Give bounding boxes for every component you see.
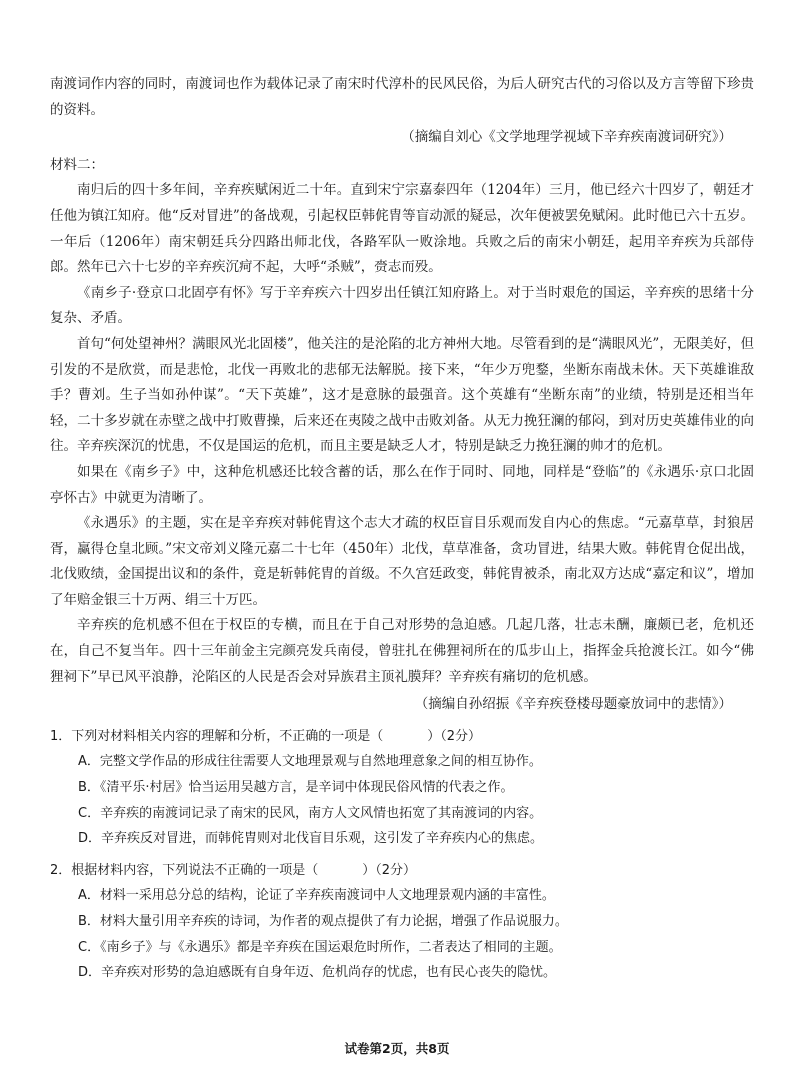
material1-source: （摘编自刘心《文学地理学视域下辛弃疾南渡词研究》） <box>401 129 732 146</box>
material2-paragraph: 辛弃疾的危机感不但在于权臣的专横，而且在于自己对形势的急迫感。几起几落，壮志未酬，廉颇已老，危机还在，自己不复当年。四十三年前金主完颜亮发兵南侵，曾驻扎在佛狸祠所在的瓜步山上，指挥金兵抢渡长江。如今“佛狸祠下”早已风平浪静，沦陷区的人民是否会对异族君主顶礼膜拜？辛弃疾有痛切的危机感。 <box>50 617 754 685</box>
option-c: C．辛弃疾的南渡词记录了南宋的民风，南方人文风情也拓宽了其南渡词的内容。 <box>78 805 543 821</box>
question-stem: 1．下列对材料相关内容的理解和分析，不正确的一项是（ ）（2分） <box>50 728 482 744</box>
material2-source: （摘编自孙绍振《辛弃疾登楼母题豪放词中的悲情》） <box>414 696 732 713</box>
option-a: A．完整文学作品的形成往往需要人文地理景观与自然地理意象之间的相互协作。 <box>78 754 542 770</box>
question-2 <box>50 858 754 986</box>
option-b: B．《清平乐·村居》恰当运用吴越方言，是辛词中体现民俗风情的代表之作。 <box>78 780 514 796</box>
material2-paragraph: 首句“何处望神州？满眼风光北固楼”，他关注的是沦陷的北方神州大地。尽管看到的是“满眼风光”，无限美好，但引发的不是欣赏，而是悲怆，北伐一再败北的悲郁无法解脱。接下来，“年少万兜鍪，坐断东南战未休。天下英雄谁敌手？曹刘。生子当如孙仲谋”。“天下英雄”，这才是意脉的最强音。这个英雄有“坐断东南”的业绩，特别是还相当年轻，二十多岁就在赤壁之战中打败曹操，后来还在夷陵之战中击败刘备。从无力挽狂澜的郁闷，到对历史英雄伟业的向往。辛弃疾深沉的忧患，不仅是国运的危机，而且主要是缺乏人才，特别是缺乏力挽狂澜的帅才的危机。 <box>50 335 754 455</box>
material2-paragraph: 《永遇乐》的主题，实在是辛弃疾对韩侂胄这个志大才疏的权臣盲目乐观而发自内心的焦虑。“元嘉草草，封狼居胥，赢得仓皇北顾。”宋文帝刘义隆元嘉二十七年（450年）北伐，草草准备，贪功冒进，结果大败。韩侂胄仓促出战，北伐败绩，金国提出议和的条件，竟是斩韩侂胄的首级。不久宫廷政变，韩侂胄被杀，南北双方达成“嘉定和议”，增加了年赔金银三十万两、绢三十万匹。 <box>50 515 754 608</box>
option-a: A．材料一采用总分总的结构，论证了辛弃疾南渡词中人文地理景观内涵的丰富性。 <box>78 888 555 904</box>
option-c: C．《南乡子》与《永遇乐》都是辛弃疾在国运艰危时所作，二者表达了相同的主题。 <box>78 939 562 955</box>
material2-label: 材料二： <box>50 156 104 173</box>
material2-paragraph: 如果在《南乡子》中，这种危机感还比较含蓄的话，那么在作于同时、同地，同样是“登临”的《永遇乐·京口北固亭怀古》中就更为清晰了。 <box>50 463 754 506</box>
option-d: D．辛弃疾对形势的急迫感既有自身年迈、危机尚存的忧虑，也有民心丧失的隐忧。 <box>78 965 557 981</box>
material2-paragraph: 《南乡子·登京口北固亭有怀》写于辛弃疾六十四岁出任镇江知府路上。对于当时艰危的国运，辛弃疾的思绪十分复杂、矛盾。 <box>50 284 754 327</box>
material2-paragraph: 南归后的四十多年间，辛弃疾赋闲近二十年。直到宋宁宗嘉泰四年（1204年）三月，他已经六十四岁了，朝廷才任他为镇江知府。他“反对冒进”的备战观，引起权臣韩侂胄等盲动派的疑忌，次年便被罢免赋闲。此时他已六十五岁。一年后（1206年）南宋朝廷兵分四路出师北伐，各路军队一败涂地。兵败之后的南宋小朝廷，起用辛弃疾为兵部侍郎。然年已六十七岁的辛弃疾沉疴不起，大呼“杀贼”，赍志而殁。 <box>50 182 754 276</box>
page-footer: 试卷第2页，共8页 <box>344 1041 450 1056</box>
option-b: B．材料大量引用辛弃疾的诗词，为作者的观点提供了有力论据，增强了作品说服力。 <box>78 914 568 929</box>
option-d: D．辛弃疾反对冒进，而韩侂胄则对北伐盲目乐观，这引发了辛弃疾内心的焦虑。 <box>78 831 544 847</box>
question-1 <box>50 724 754 852</box>
material1-tail-paragraph: 南渡词作内容的同时，南渡词也作为载体记录了南宋时代淳朴的民风民俗，为后人研究古代的习俗以及方言等留下珍贵的资料。 <box>50 76 754 118</box>
question-stem: 2．根据材料内容，下列说法不正确的一项是（ ）（2分） <box>50 862 417 878</box>
